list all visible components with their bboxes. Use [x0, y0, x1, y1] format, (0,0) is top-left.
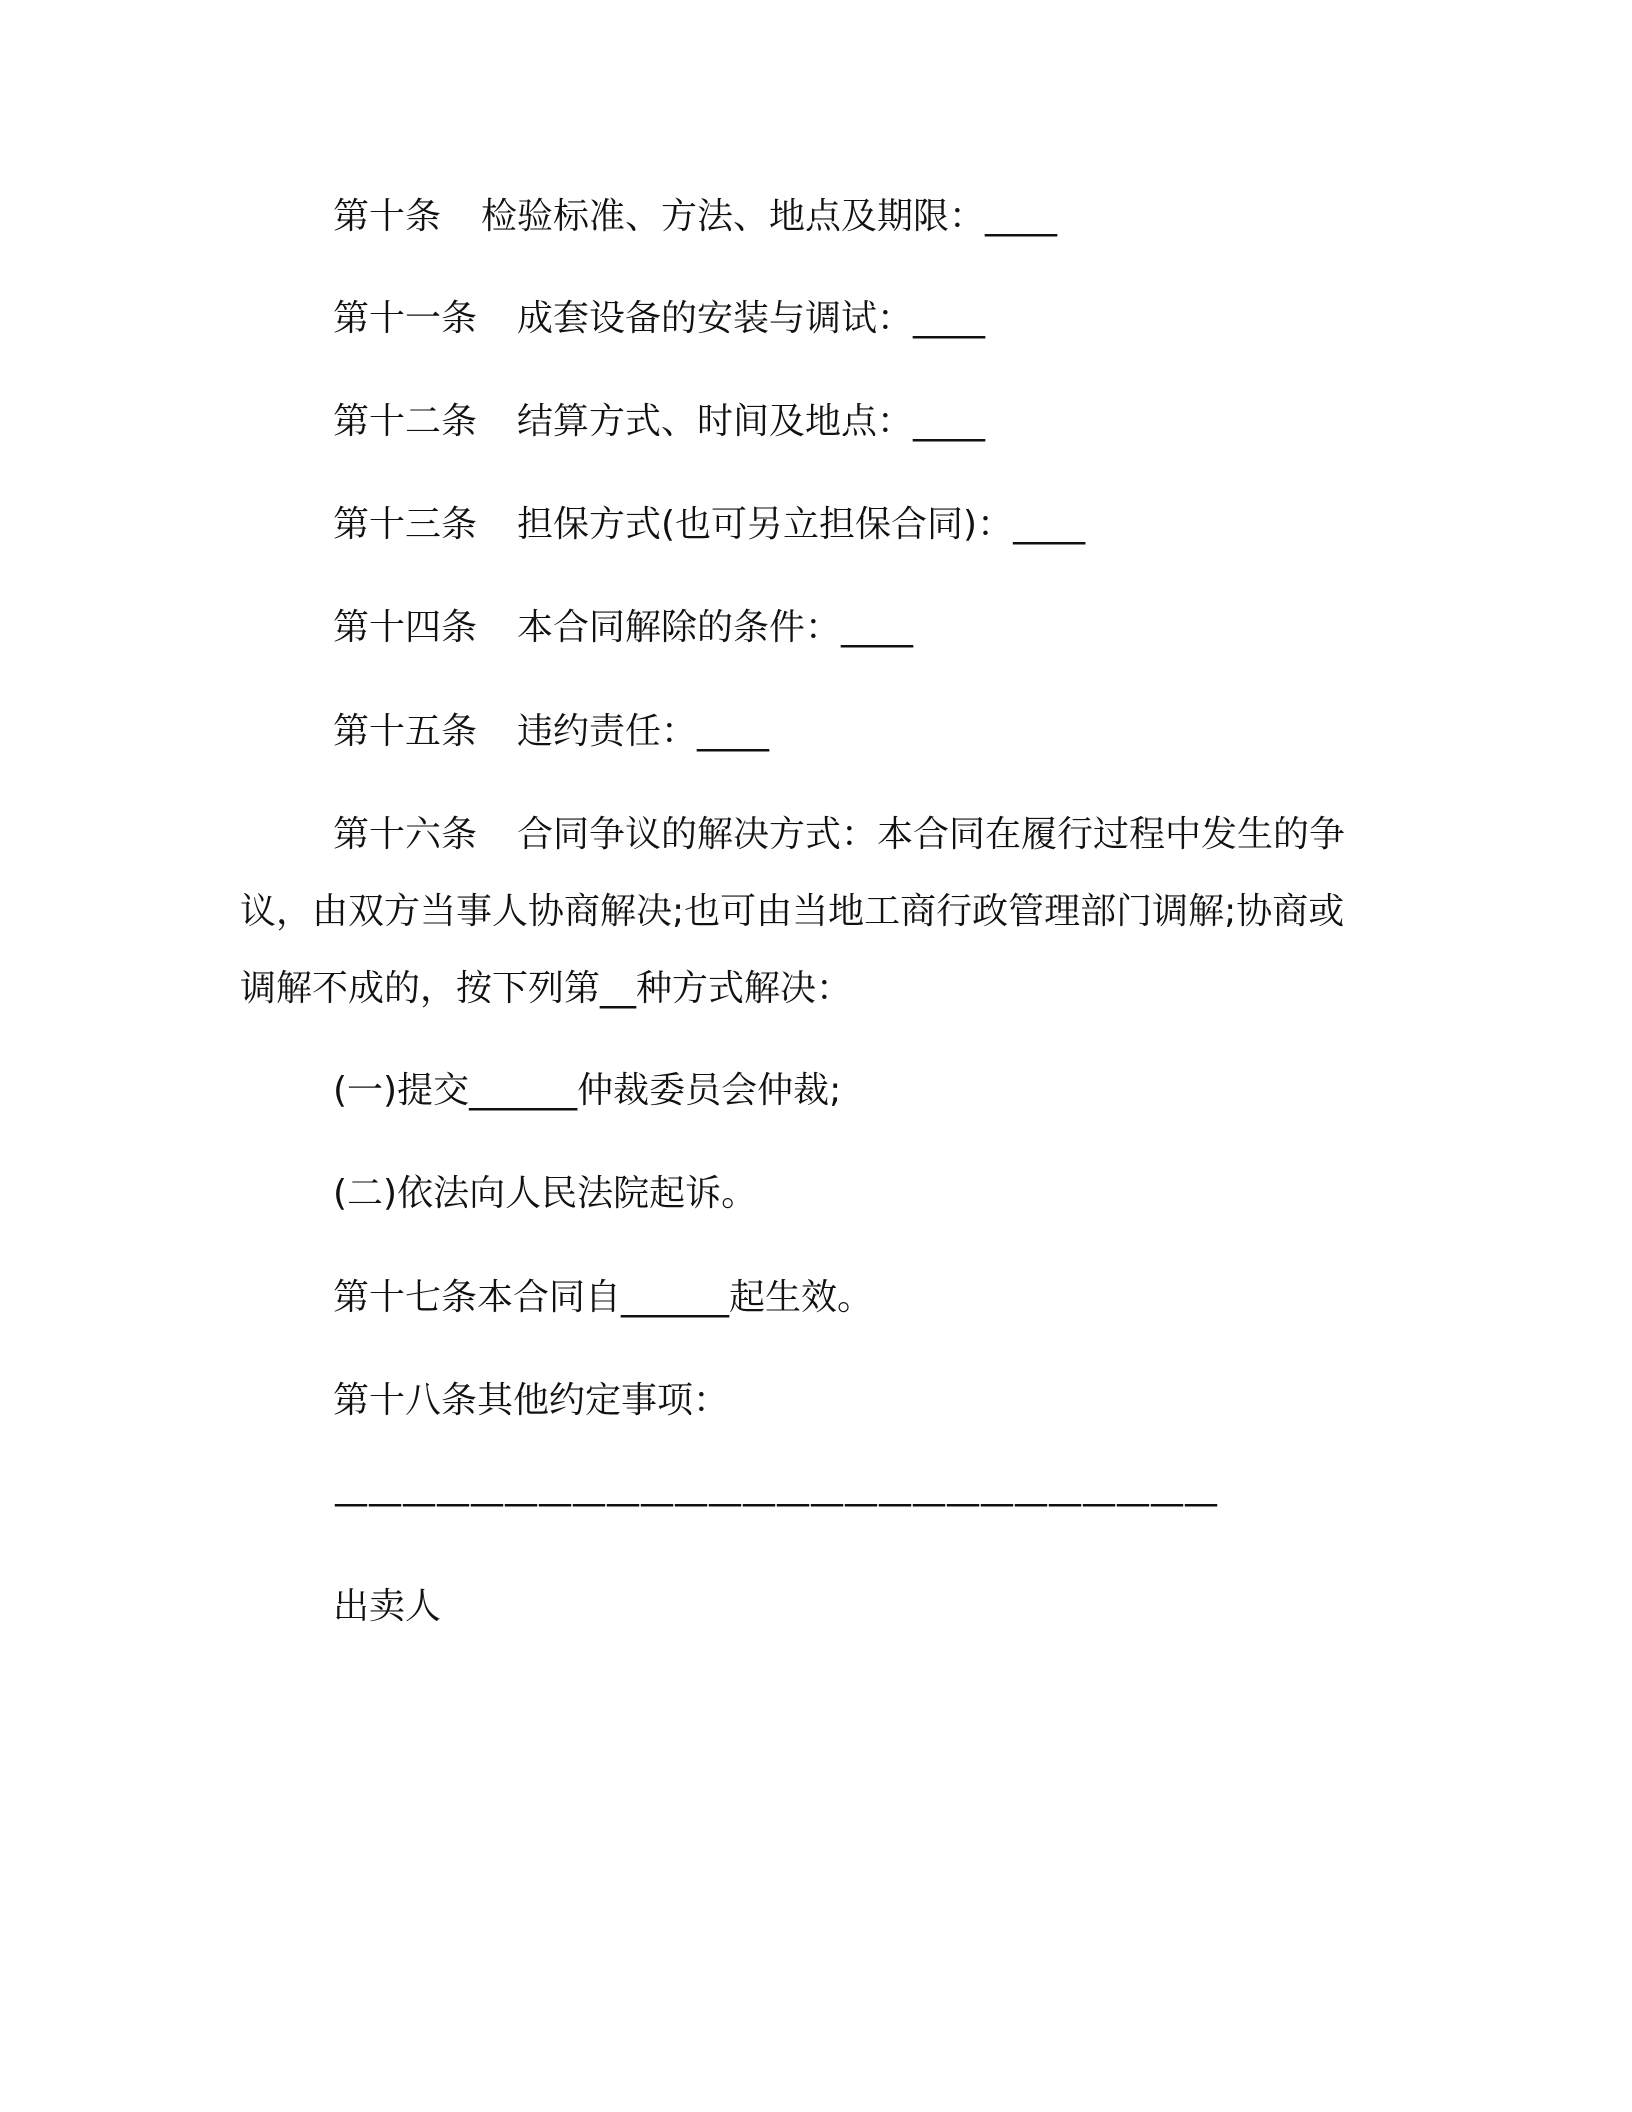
article-number: 第十六条 [333, 814, 478, 855]
article-10 [333, 195, 1057, 239]
article-number: 第十三条 [333, 504, 478, 545]
article-15 [333, 710, 769, 754]
option-litigation: (二)依法向人民法院起诉。 [333, 1173, 758, 1214]
article-12 [333, 400, 985, 444]
article-16-line-3: 调解不成的，按下列第__种方式解决： [240, 968, 853, 1009]
seller-label: 出卖人 [333, 1586, 442, 1627]
article-16-line-2: 议，由双方当事人协商解决;也可由当地工商行政管理部门调解;协商或 [240, 891, 1345, 932]
article-text: 担保方式(也可另立担保合同)：____ [517, 504, 1086, 545]
article-13 [333, 503, 1085, 547]
article-text: 检验标准、方法、地点及期限：____ [481, 196, 1058, 237]
article-11 [333, 297, 985, 341]
article-number: 第十五条 [333, 711, 478, 752]
blank-fill-line: —————————————————————————— [333, 1483, 1217, 1524]
article-number: 第十条 [333, 196, 442, 237]
article-18: 第十八条其他约定事项： [333, 1380, 730, 1421]
article-number: 第十二条 [333, 401, 478, 442]
article-16-line-1 [333, 813, 1345, 857]
article-14 [333, 606, 913, 650]
article-text: 结算方式、时间及地点：____ [517, 401, 986, 442]
article-number: 第十四条 [333, 607, 478, 648]
article-text: 违约责任：____ [517, 711, 770, 752]
article-text: 合同争议的解决方式：本合同在履行过程中发生的争 [517, 814, 1346, 855]
article-text: 本合同解除的条件：____ [517, 607, 914, 648]
article-text: 成套设备的安装与调试：____ [517, 298, 986, 339]
option-arbitration: (一)提交______仲裁委员会仲裁; [333, 1070, 842, 1111]
article-17: 第十七条本合同自______起生效。 [333, 1277, 874, 1318]
article-number: 第十一条 [333, 298, 478, 339]
